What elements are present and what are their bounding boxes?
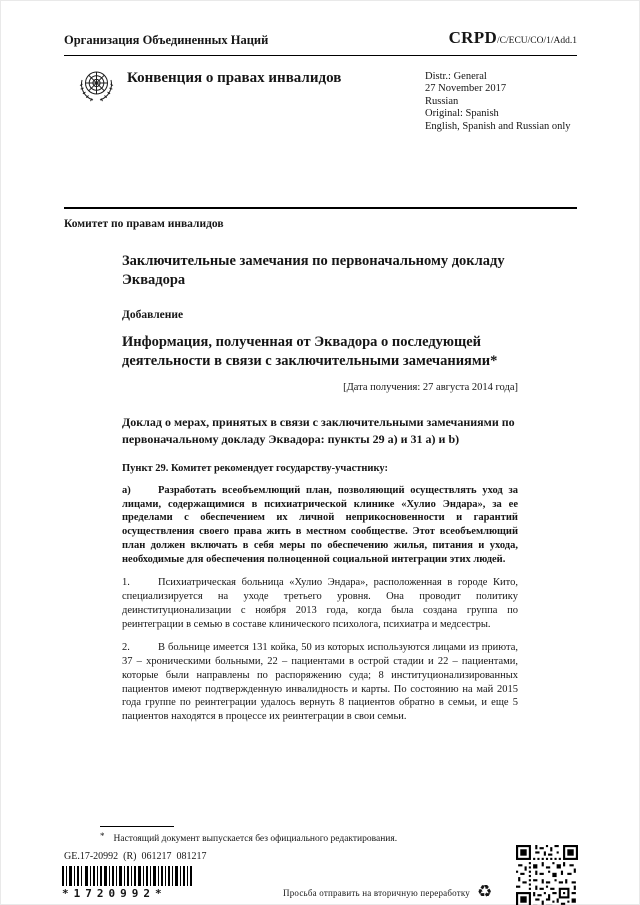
distr-line: Russian — [425, 95, 459, 107]
main-title: Заключительные замечания по первоначальному докладу Эквадора — [122, 253, 505, 288]
recycle-text: Просьба отправить на вторичную переработку — [283, 887, 470, 898]
document-body — [64, 252, 518, 724]
paragraph-a-label: а) — [122, 484, 131, 496]
footnote — [100, 833, 397, 844]
header-rule — [64, 55, 577, 56]
footnote-marker: * — [100, 831, 105, 841]
doc-symbol-main: CRPD — [448, 28, 498, 47]
doc-symbol — [449, 28, 577, 48]
qr-code-icon — [516, 845, 578, 905]
info-title: Информация, полученная от Эквадора о последующей деятельности в связи с заключительными замечаниями* — [122, 333, 498, 369]
distr-line: Distr.: General — [425, 71, 487, 82]
distribution-block — [425, 71, 583, 133]
distr-line: 27 November 2017 — [425, 83, 507, 95]
recycle-notice — [283, 884, 492, 901]
committee-name: Комитет по правам инвалидов — [64, 218, 224, 230]
barcode-block — [62, 866, 204, 900]
doc-symbol-suffix: /C/ECU/CO/1/Add.1 — [497, 36, 577, 46]
distr-line: English, Spanish and Russian only — [425, 120, 571, 132]
org-name: Организация Объединенных Наций — [64, 33, 269, 47]
paragraph-a — [122, 484, 518, 567]
paragraph-2 — [122, 641, 518, 724]
convention-title: Конвенция о правах инвалидов — [127, 70, 342, 86]
footnote-rule — [100, 826, 174, 827]
paragraph-1 — [122, 576, 518, 631]
point-29-heading: Пункт 29. Комитет рекомендует государству-участнику: — [122, 462, 388, 474]
paragraph-a-text: Разработать всеобъемлющий план, позволяющий осуществлять уход за лицами, содержащимися в психиатрической клинике «Хулио Эндара», за ее пределами с обеспечением их личной неприкосновенности и гарантий осуществления своего права жить в местном сообществе. Этот всеобъемлющий план должен включать в себя меры по обеспечению жилья, питания и ухода, необходимые для обеспечения полноценной социальной интеграции этих людей. — [122, 484, 518, 565]
un-emblem-icon — [75, 65, 118, 108]
document-header — [64, 28, 577, 48]
barcode-icon — [62, 866, 194, 886]
paragraph-1-label: 1. — [122, 577, 130, 589]
report-heading: Доклад о мерах, принятых в связи с заключительными замечаниями по первоначальному докладу Эквадора: пункты 29 а) и 31 а) и b) — [122, 415, 515, 447]
addendum-label: Добавление — [122, 308, 184, 321]
masthead-rule — [64, 207, 577, 209]
ge-number: GE.17-20992 (R) 061217 081217 — [64, 851, 207, 862]
paragraph-1-text: Психиатрическая больница «Хулио Эндара», расположенная в городе Кито, специализируется на уходе третьего уровня. Она проводит политику деинституционализации с ноября 2013 года, когда была создана группа по реинтеграции в семью в составе клинического психолога, психиатра и медсестры. — [122, 577, 518, 630]
date-received: [Дата получения: 27 августа 2014 года] — [343, 382, 518, 394]
paragraph-2-text: В больнице имеется 131 койка, 50 из которых используются лицами из приюта, 37 – хроническими больными, 22 – пациентами в острой стадии и 22 – пациентами, которые были направлены по распоряжению суда; 8 институционализированных пациентов имеют подтвержденную инвалидность и карты. По состоянию на май 2015 года группе по реинтеграции удалось вернуть 8 пациентов обратно в семьи, и еще 5 пациентов находятся в процессе их реинтеграции в свои семьи. — [122, 642, 518, 723]
paragraph-2-label: 2. — [122, 642, 130, 654]
barcode-text: *1720992* — [62, 887, 167, 900]
distr-line: Original: Spanish — [425, 108, 499, 120]
footnote-text: Настоящий документ выпускается без официального редактирования. — [113, 834, 398, 844]
recycle-icon: ♻ — [477, 882, 493, 902]
